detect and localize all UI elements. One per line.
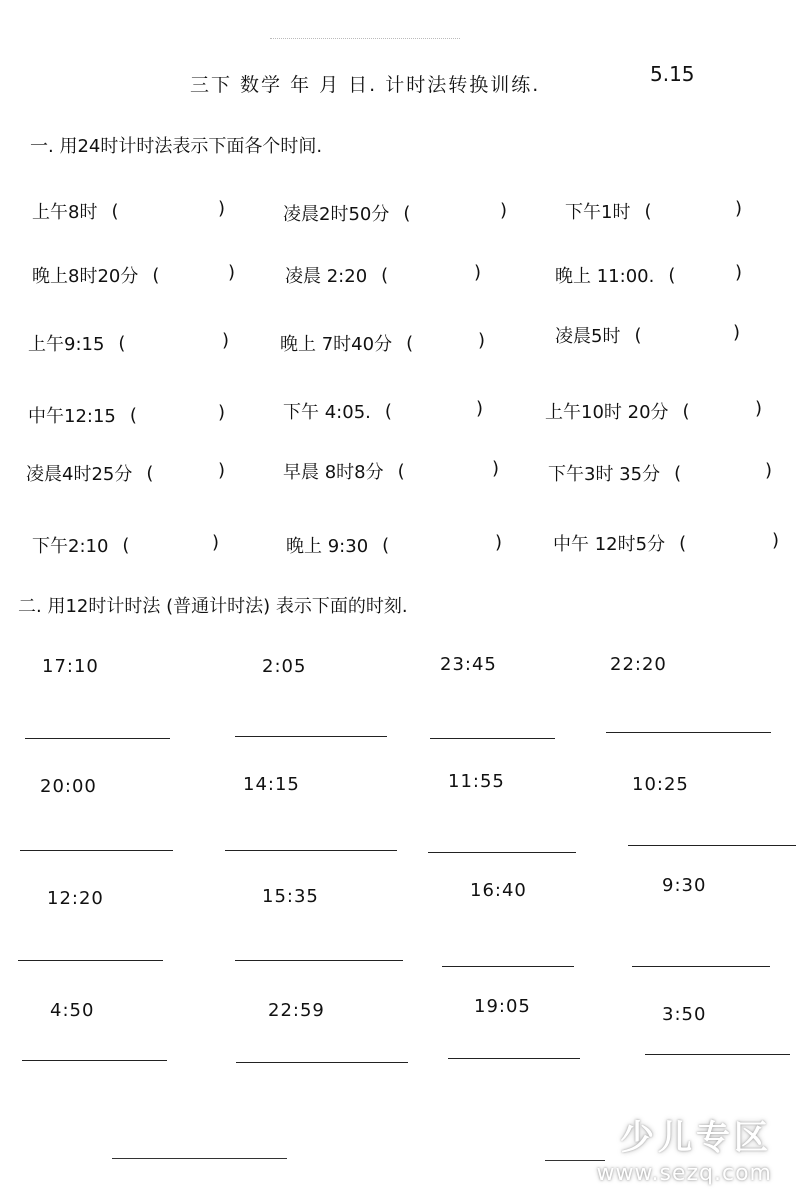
time-conversion-item [285,262,388,288]
time-value: 22:59 [268,1000,325,1021]
answer-blank-line [225,850,397,851]
item-label: 晚上 9:30 [286,536,369,557]
answer-paren-close: ) [476,398,484,419]
answer-blank-line [632,966,770,967]
top-dotted-line [270,38,460,39]
answer-paren-close: ) [218,198,226,219]
answer-paren-open: ( [118,332,126,354]
answer-blank-line [22,1060,167,1061]
time-value: 4:50 [50,1000,95,1021]
time-conversion-item [32,198,118,224]
time-conversion-item [286,532,389,558]
item-label: 中午 12时5分 [553,534,666,555]
answer-paren-open: ( [111,200,119,222]
item-label: 凌晨2时50分 [283,204,390,225]
time-conversion-item [555,262,675,288]
time-conversion-item [545,398,690,424]
item-label: 中午12:15 [28,406,116,427]
item-label: 上午8时 [32,202,98,223]
time-conversion-item [548,460,681,486]
answer-blank-line [20,850,173,851]
item-label: 早晨 8时8分 [283,462,384,483]
answer-paren-close: ) [228,262,236,283]
answer-blank-line [236,1062,408,1063]
answer-blank-line [235,960,403,961]
time-value: 17:10 [42,656,99,677]
time-value: 23:45 [440,654,497,675]
time-conversion-item [555,322,641,348]
time-conversion-item [553,530,686,556]
watermark-logo: 少儿专区 [620,1118,772,1158]
answer-paren-open: ( [381,264,389,286]
answer-paren-open: ( [682,400,690,422]
answer-paren-open: ( [122,534,130,556]
time-value: 9:30 [662,875,707,896]
answer-blank-line [448,1058,580,1059]
answer-paren-open: ( [674,462,682,484]
answer-paren-open: ( [129,404,137,426]
answer-paren-close: ) [495,532,503,553]
time-conversion-item [280,330,413,356]
watermark [597,1110,772,1186]
answer-paren-open: ( [152,264,160,286]
time-value: 20:00 [40,776,97,797]
time-conversion-item [28,402,137,428]
item-label: 晚上 11:00. [555,266,655,287]
time-conversion-item [283,200,410,226]
answer-paren-close: ) [772,530,780,551]
answer-blank-line [606,732,771,733]
item-label: 晚上 7时40分 [280,334,393,355]
answer-paren-close: ) [474,262,482,283]
time-conversion-item [26,460,153,486]
answer-paren-close: ) [765,460,773,481]
time-conversion-item [283,458,405,484]
answer-paren-open: ( [403,202,411,224]
time-value: 15:35 [262,886,319,907]
answer-paren-close: ) [733,322,741,343]
time-conversion-item [32,262,159,288]
answer-paren-close: ) [212,532,220,553]
answer-paren-close: ) [478,330,486,351]
answer-paren-open: ( [634,324,642,346]
bottom-line-left [112,1158,287,1159]
answer-paren-open: ( [644,200,652,222]
answer-paren-close: ) [218,460,226,481]
answer-paren-close: ) [492,458,500,479]
item-label: 上午9:15 [28,334,105,355]
answer-paren-close: ) [735,262,743,283]
time-value: 2:05 [262,656,307,677]
item-label: 下午1时 [565,202,631,223]
answer-paren-close: ) [500,200,508,221]
time-value: 19:05 [474,996,531,1017]
item-label: 凌晨4时25分 [26,464,133,485]
answer-blank-line [428,852,576,853]
worksheet-title: 三下 数学 年 月 日. 计时法转换训练. [190,74,541,96]
answer-paren-open: ( [384,400,392,422]
time-value: 14:15 [243,774,300,795]
worksheet-date: 5.15 [650,62,695,86]
item-label: 凌晨 2:20 [285,266,368,287]
answer-blank-line [628,845,796,846]
item-label: 上午10时 20分 [545,402,669,423]
answer-paren-open: ( [406,332,414,354]
time-value: 12:20 [47,888,104,909]
answer-paren-open: ( [146,462,154,484]
watermark-url: www.sezq.com [596,1161,772,1186]
item-label: 下午3时 35分 [548,464,661,485]
time-value: 16:40 [470,880,527,901]
section2-heading: 二. 用12时计时法 (普通计时法) 表示下面的时刻. [18,596,408,617]
answer-blank-line [430,738,555,739]
answer-blank-line [18,960,163,961]
answer-paren-open: ( [668,264,676,286]
answer-blank-line [25,738,170,739]
item-label: 晚上8时20分 [32,266,139,287]
answer-paren-close: ) [218,402,226,423]
time-conversion-item [32,532,129,558]
answer-paren-open: ( [679,532,687,554]
answer-blank-line [442,966,574,967]
time-conversion-item [28,330,125,356]
time-conversion-item [283,398,392,424]
time-conversion-item [565,198,651,224]
answer-paren-close: ) [222,330,230,351]
time-value: 3:50 [662,1004,707,1025]
answer-paren-close: ) [735,198,743,219]
answer-blank-line [235,736,387,737]
answer-blank-line [645,1054,790,1055]
time-value: 22:20 [610,654,667,675]
answer-paren-open: ( [397,460,405,482]
item-label: 下午 4:05. [283,402,371,423]
section1-heading: 一. 用24时计时法表示下面各个时间. [30,136,323,157]
answer-paren-close: ) [755,398,763,419]
item-label: 凌晨5时 [555,326,621,347]
answer-paren-open: ( [382,534,390,556]
item-label: 下午2:10 [32,536,109,557]
time-value: 11:55 [448,771,505,792]
time-value: 10:25 [632,774,689,795]
